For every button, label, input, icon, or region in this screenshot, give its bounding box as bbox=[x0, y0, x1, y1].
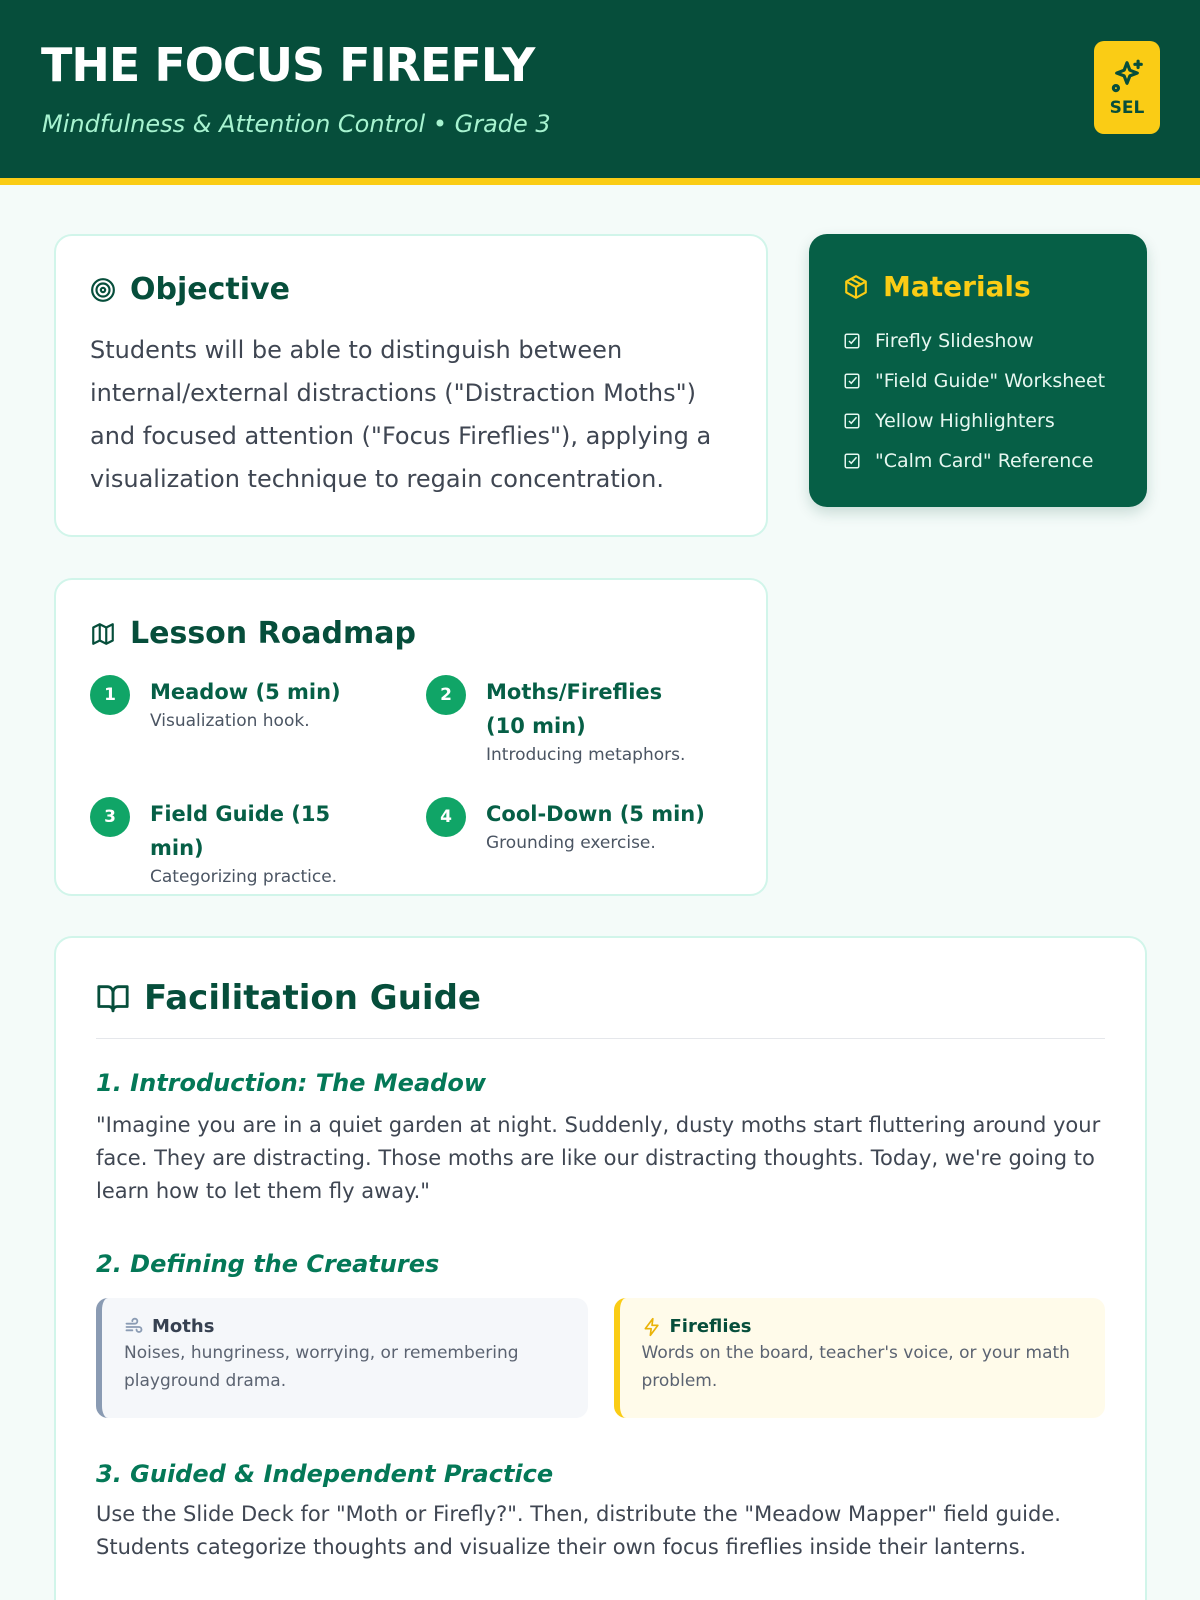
guide-title: Facilitation Guide bbox=[144, 978, 481, 1018]
materials-item-label: Firefly Slideshow bbox=[875, 330, 1034, 352]
check-square-icon bbox=[843, 372, 861, 390]
materials-item bbox=[843, 321, 1113, 361]
creatures-row bbox=[96, 1298, 1105, 1418]
materials-item bbox=[843, 401, 1113, 441]
moths-heading bbox=[124, 1316, 566, 1337]
check-square-icon bbox=[843, 412, 861, 430]
materials-item-label: "Field Guide" Worksheet bbox=[875, 370, 1106, 392]
materials-item-label: "Calm Card" Reference bbox=[875, 450, 1094, 472]
facilitation-guide-card bbox=[54, 936, 1147, 1600]
materials-card bbox=[809, 234, 1147, 507]
moths-title: Moths bbox=[152, 1316, 215, 1337]
step-desc: Visualization hook. bbox=[150, 711, 310, 731]
step-number: 3 bbox=[90, 797, 130, 837]
page-subtitle: Mindfulness & Attention Control • Grade 3 bbox=[42, 110, 551, 138]
target-icon bbox=[90, 277, 116, 303]
page-header bbox=[0, 0, 1200, 185]
section-title: 1. Introduction: The Meadow bbox=[96, 1069, 486, 1097]
map-icon bbox=[90, 621, 116, 647]
moths-text: Noises, hungriness, worrying, or remembering playground drama. bbox=[124, 1343, 519, 1391]
objective-heading bbox=[90, 272, 732, 307]
step-desc: Grounding exercise. bbox=[486, 833, 656, 853]
zap-icon bbox=[642, 1317, 662, 1337]
materials-heading bbox=[843, 270, 1113, 303]
book-open-icon bbox=[96, 981, 130, 1015]
section-text: "Imagine you are in a quiet garden at night. Suddenly, dusty moths start fluttering around your face. They are distracting. Those moths are like our distracting thoughts. Today, we're going to learn how to let them fly away." bbox=[96, 1113, 1101, 1203]
section-title: 3. Guided & Independent Practice bbox=[96, 1460, 554, 1488]
moths-callout bbox=[96, 1298, 588, 1418]
step-title: Cool-Down (5 min) bbox=[486, 802, 705, 826]
objective-text: Students will be able to distinguish between internal/external distractions ("Distraction Moths") and focused attention ("Focus Fireflies"), applying a visualization technique to regain concentration. bbox=[90, 336, 712, 493]
roadmap-heading bbox=[90, 616, 732, 651]
step-number: 1 bbox=[90, 675, 130, 715]
guide-heading bbox=[96, 978, 1105, 1039]
wind-icon bbox=[124, 1317, 144, 1337]
page-title: THE FOCUS FIREFLY bbox=[41, 38, 535, 92]
step-desc: Introducing metaphors. bbox=[486, 745, 686, 765]
step-title: Field Guide (15 min) bbox=[150, 802, 331, 860]
sparkles-icon bbox=[1108, 58, 1146, 96]
step-number: 4 bbox=[426, 797, 466, 837]
section-text: Use the Slide Deck for "Moth or Firefly?". Then, distribute the "Meadow Mapper" field guide. Students categorize thoughts and visualize their own focus fireflies inside their lanterns. bbox=[96, 1502, 1061, 1559]
materials-title: Materials bbox=[883, 270, 1031, 303]
step-number: 2 bbox=[426, 675, 466, 715]
step-title: Moths/Fireflies (10 min) bbox=[486, 680, 663, 738]
check-square-icon bbox=[843, 452, 861, 470]
step-title: Meadow (5 min) bbox=[150, 680, 341, 704]
badge-label: SEL bbox=[1109, 97, 1145, 118]
objective-title: Objective bbox=[130, 272, 290, 307]
check-square-icon bbox=[843, 332, 861, 350]
fireflies-heading bbox=[642, 1316, 1084, 1337]
materials-item bbox=[843, 441, 1113, 481]
materials-list bbox=[843, 321, 1113, 481]
roadmap-step bbox=[90, 675, 380, 733]
fireflies-title: Fireflies bbox=[669, 1316, 752, 1337]
roadmap-card bbox=[54, 578, 768, 896]
package-icon bbox=[843, 274, 869, 300]
materials-item-label: Yellow Highlighters bbox=[875, 410, 1055, 432]
objective-card bbox=[54, 234, 768, 537]
fireflies-callout bbox=[614, 1298, 1106, 1418]
sel-badge bbox=[1094, 41, 1160, 134]
section-title: 2. Defining the Creatures bbox=[96, 1250, 440, 1278]
step-desc: Categorizing practice. bbox=[150, 867, 338, 887]
roadmap-title: Lesson Roadmap bbox=[130, 616, 416, 651]
fireflies-text: Words on the board, teacher's voice, or your math problem. bbox=[641, 1343, 1070, 1391]
roadmap-step bbox=[426, 797, 726, 855]
roadmap-step bbox=[426, 675, 706, 767]
roadmap-step bbox=[90, 797, 380, 889]
materials-item bbox=[843, 361, 1113, 401]
